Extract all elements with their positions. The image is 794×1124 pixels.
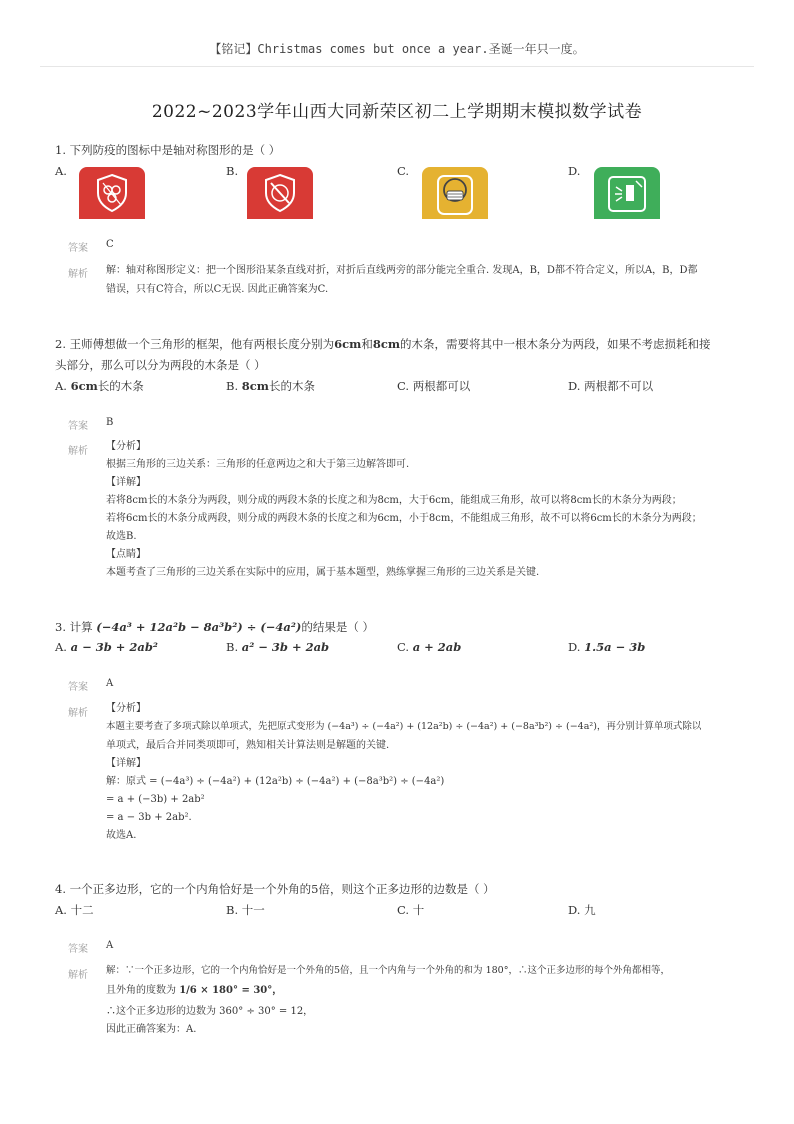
q2-analysis-line-7: 【点睛】 [106, 549, 146, 560]
q1-analysis-label: 解析 [68, 269, 88, 280]
q3-option-a: A. a − 3b + 2ab² [55, 640, 158, 654]
q4-analysis-line-3: ∴这个正多边形的边数为 360° ÷ 30° = 12， [106, 1006, 314, 1017]
q3-analysis-line-3: 单项式，最后合并同类项即可，熟知相关计算法则是解题的关键. [106, 740, 390, 751]
q4-answer: A [106, 940, 114, 951]
q1-analysis-line-2: 错误，只有C符合，所以C无误. 因此正确答案为C. [106, 284, 329, 295]
q2-analysis-line-4: 若将8cm长的木条分为两段，则分成的两段木条的长度之和为8cm，大于6cm，能组成三角形，故可以将8cm长的木条分为两段； [106, 495, 682, 506]
motto: 【铭记】Christmas comes but once a year.圣诞一年只一度。 [209, 42, 585, 56]
q2-analysis-line-2: 根据三角形的三边关系：三角形的任意两边之和大于第三边解答即可. [106, 459, 410, 470]
virus-shield-icon [79, 167, 145, 219]
q4-option-d: D. 九 [568, 903, 596, 917]
q1-option-c: C. [397, 164, 410, 178]
q3-option-d: D. 1.5a − 3b [568, 640, 646, 654]
q1-option-b: B. [226, 164, 239, 178]
q1-stem: 1. 下列防疫的图标中是轴对称图形的是（ ） [55, 143, 281, 157]
q3-option-b: B. a² − 3b + 2ab [226, 640, 330, 654]
header-divider [40, 66, 754, 67]
q3-analysis-line-2: 本题主要考查了多项式除以单项式，先把原式变形为 (−4a³) ÷ (−4a²) + (12a²b) ÷ (−4a²) + (−8a³b²) ÷ (−4a²)，再分别计算单项式除以 [106, 721, 702, 732]
q1-answer-label: 答案 [68, 243, 88, 254]
q4-analysis-line-4: 因此正确答案为：A. [106, 1024, 197, 1035]
q3-option-c: C. a + 2ab [397, 640, 462, 654]
q2-stem-line-1: 2. 王师傅想做一个三角形的框架，他有两根长度分别为6cm和8cm的木条，需要将其中一根木条分为两段，如果不考虑损耗和接 [55, 337, 711, 351]
q2-option-d: D. 两根都不可以 [568, 379, 654, 393]
q2-option-b: B. 8cm长的木条 [226, 379, 315, 393]
q4-stem: 4. 一个正多边形，它的一个内角恰好是一个外角的5倍，则这个正多边形的边数是（ ） [55, 882, 495, 896]
q3-stem: 3. 计算 (−4a³ + 12a²b − 8a³b²) ÷ (−4a²)的结果是（ ） [55, 620, 374, 634]
q3-analysis-line-5: 解：原式 = (−4a³) ÷ (−4a²) + (12a²b) ÷ (−4a²) + (−8a³b²) ÷ (−4a²) [106, 776, 445, 787]
q4-analysis-line-1: 解：∵一个正多边形，它的一个内角恰好是一个外角的5倍，且一个内角与一个外角的和为 180°，∴这个正多边形的每个外角都相等， [106, 965, 670, 976]
q1-answer: C [106, 239, 114, 250]
mask-face-icon [422, 167, 488, 219]
q2-answer: B [106, 417, 114, 428]
q3-answer-label: 答案 [68, 682, 88, 693]
q3-analysis-label: 解析 [68, 708, 88, 719]
q3-analysis-line-4: 【详解】 [106, 758, 146, 769]
q2-analysis-line-6: 故选B. [106, 531, 137, 542]
q4-option-c: C. 十 [397, 903, 425, 917]
q3-analysis-line-7: = a − 3b + 2ab². [106, 812, 192, 823]
q2-analysis-line-1: 【分析】 [106, 441, 146, 452]
q3-analysis-line-8: 故选A. [106, 830, 137, 841]
q2-analysis-line-5: 若将6cm长的木条分成两段，则分成的两段木条的长度之和为6cm，小于8cm，不能组成三角形，故不可以将6cm长的木条分为两段； [106, 513, 702, 524]
q1-option-d: D. [568, 164, 581, 178]
q3-answer: A [106, 678, 114, 689]
q2-option-a: A. 6cm长的木条 [55, 379, 144, 393]
no-virus-shield-icon [247, 167, 313, 219]
q2-option-c: C. 两根都可以 [397, 379, 471, 393]
q1-analysis-line-1: 解：轴对称图形定义：把一个图形沿某条直线对折，对折后直线两旁的部分能完全重合. 发现A，B，D都不符合定义，所以A，B，D都 [106, 265, 698, 276]
q2-analysis-line-3: 【详解】 [106, 477, 146, 488]
q2-answer-label: 答案 [68, 421, 88, 432]
q3-analysis-line-6: = a + (−3b) + 2ab² [106, 794, 205, 805]
q4-option-b: B. 十一 [226, 903, 265, 917]
q3-analysis-line-1: 【分析】 [106, 703, 146, 714]
disinfect-spray-icon [594, 167, 660, 219]
q4-answer-label: 答案 [68, 944, 88, 955]
q4-option-a: A. 十二 [55, 903, 94, 917]
q2-analysis-label: 解析 [68, 446, 88, 457]
q1-option-a: A. [55, 164, 67, 178]
page-title: 2022~2023学年山西大同新荣区初二上学期期末模拟数学试卷 [151, 102, 643, 122]
q4-analysis-line-2: 且外角的度数为 1/6 × 180° = 30°， [106, 985, 283, 996]
q4-analysis-label: 解析 [68, 970, 88, 981]
q2-stem-line-2: 头部分，那么可以分为两段的木条是（ ） [55, 358, 266, 372]
q2-analysis-line-8: 本题考查了三角形的三边关系在实际中的应用，属于基本题型，熟练掌握三角形的三边关系是关键. [106, 567, 540, 578]
